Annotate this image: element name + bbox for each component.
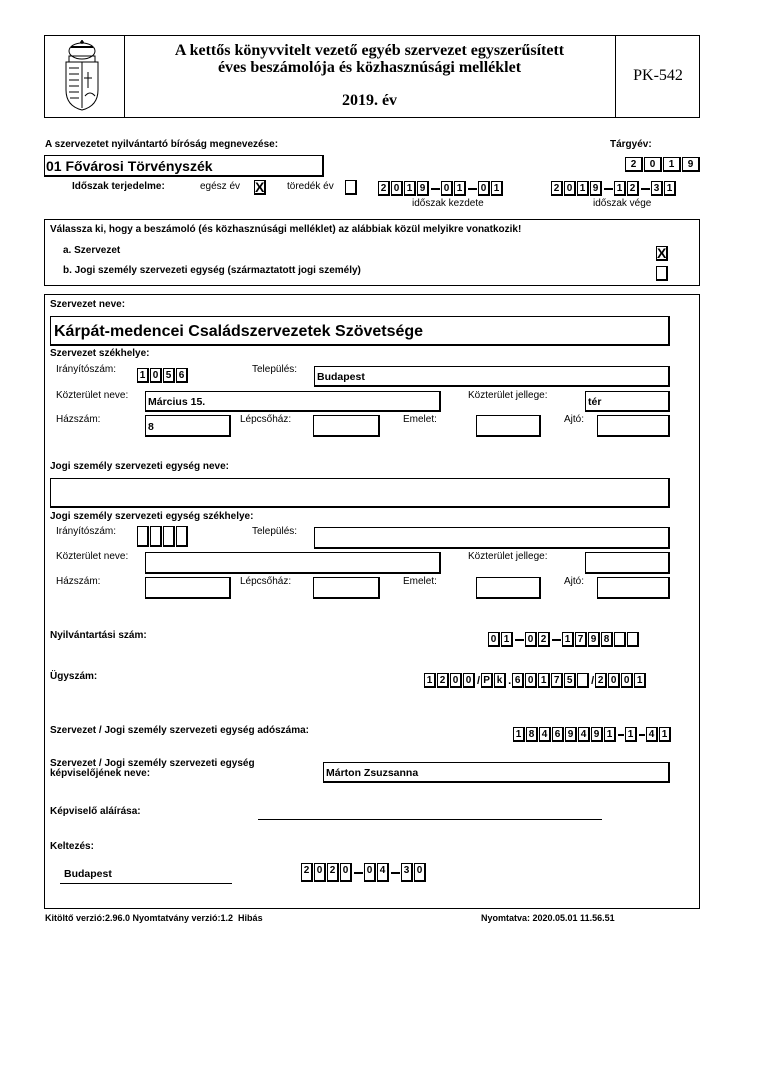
footer-version: Kitöltő verzió:2.96.0 Nyomtatvány verzió:1.2 Hibás xyxy=(45,913,263,923)
registry-digit xyxy=(627,632,639,647)
date-separator xyxy=(354,872,363,874)
date-digit: 9 xyxy=(590,181,602,196)
date-digit: 0 xyxy=(441,181,453,196)
org-street-value: Március 15. xyxy=(148,396,206,408)
org-door-field[interactable] xyxy=(597,415,670,437)
date-separator xyxy=(431,188,440,190)
option-b-label: b. Jogi személy szervezeti egység (származtatott jogi személy) xyxy=(63,265,361,276)
signature-line[interactable] xyxy=(258,819,602,820)
date-digit: 4 xyxy=(377,863,389,882)
case-char: 6 xyxy=(512,673,524,688)
court-label: A szervezetet nyilvántartó bíróság megnevezése: xyxy=(45,139,279,150)
registry-digit: 2 xyxy=(538,632,550,647)
org-seat-label: Szervezet székhelye: xyxy=(50,348,150,359)
rep-name-value: Márton Zsuzsanna xyxy=(326,767,419,779)
case-char: P xyxy=(481,673,493,688)
targyev-digit: 0 xyxy=(644,157,662,172)
unit-city-label: Település: xyxy=(252,526,298,537)
zip-digit: 1 xyxy=(137,368,149,383)
org-floor-label: Emelet: xyxy=(403,414,437,425)
unit-street-type-label: Közterület jellege: xyxy=(468,551,548,562)
unit-street-type-field[interactable] xyxy=(585,552,670,574)
tax-digit: 4 xyxy=(539,727,551,742)
registry-digit: 9 xyxy=(588,632,600,647)
date-digit: 0 xyxy=(340,863,352,882)
partial-year-label: töredék év xyxy=(287,181,334,192)
case-char: 1 xyxy=(538,673,550,688)
date-digit: 1 xyxy=(577,181,589,196)
tax-label: Szervezet / Jogi személy szervezeti egység adószáma: xyxy=(50,725,310,736)
choice-question: Válassza ki, hogy a beszámoló (és közhasznúsági melléklet) az alábbiak közül melyikre vonatkozik! xyxy=(50,224,522,235)
case-label: Ügyszám: xyxy=(50,671,98,682)
org-street-type-value: tér xyxy=(588,396,602,408)
unit-stair-field[interactable] xyxy=(313,577,380,599)
tax-digit: 1 xyxy=(604,727,616,742)
zip-digit xyxy=(163,526,175,547)
date-digit: 2 xyxy=(378,181,390,196)
dated-label: Keltezés: xyxy=(50,841,94,852)
date-digit: 1 xyxy=(454,181,466,196)
date-digit: 1 xyxy=(614,181,626,196)
case-char: k xyxy=(494,673,506,688)
org-stair-label: Lépcsőház: xyxy=(240,414,292,425)
date-digit: 0 xyxy=(364,863,376,882)
org-house-label: Házszám: xyxy=(56,414,101,425)
unit-floor-field[interactable] xyxy=(476,577,541,599)
footer-printed: Nyomtatva: 2020.05.01 11.56.51 xyxy=(481,913,615,923)
targyev-digit: 2 xyxy=(625,157,643,172)
dated-place-line[interactable] xyxy=(60,883,232,884)
whole-year-label: egész év xyxy=(200,181,241,192)
case-char: 2 xyxy=(595,673,607,688)
unit-door-field[interactable] xyxy=(597,577,670,599)
option-a-label: a. Szervezet xyxy=(63,245,121,256)
targyev-digit: 1 xyxy=(663,157,681,172)
org-floor-field[interactable] xyxy=(476,415,541,437)
zip-digit: 0 xyxy=(150,368,162,383)
registry-label: Nyilvántartási szám: xyxy=(50,630,147,641)
unit-street-label: Közterület neve: xyxy=(56,551,129,562)
case-char: 2 xyxy=(437,673,449,688)
dated-date-cells[interactable] xyxy=(301,864,427,881)
unit-door-label: Ajtó: xyxy=(564,576,585,587)
registry-separator xyxy=(552,639,561,641)
registry-digit: 1 xyxy=(562,632,574,647)
unit-street-field[interactable] xyxy=(145,552,441,574)
date-digit: 1 xyxy=(664,181,676,196)
registry-digit: 0 xyxy=(525,632,537,647)
period-end-cells[interactable] xyxy=(551,180,677,197)
tax-digit: 1 xyxy=(659,727,671,742)
unit-stair-label: Lépcsőház: xyxy=(240,576,292,587)
unit-house-label: Házszám: xyxy=(56,576,101,587)
date-separator xyxy=(391,872,400,874)
date-digit: 0 xyxy=(314,863,326,882)
rep-label-line1: Szervezet / Jogi személy szervezeti egység xyxy=(50,758,255,769)
org-city-value: Budapest xyxy=(317,371,365,383)
date-digit: 0 xyxy=(391,181,403,196)
option-b-checkbox[interactable] xyxy=(656,266,668,281)
unit-floor-label: Emelet: xyxy=(403,576,437,587)
registry-digit: 8 xyxy=(601,632,613,647)
unit-city-field[interactable] xyxy=(314,527,670,549)
registry-cells[interactable] xyxy=(488,631,640,648)
case-char: 1 xyxy=(424,673,436,688)
date-digit: 2 xyxy=(327,863,339,882)
case-char: 0 xyxy=(608,673,620,688)
form-year: 2019. év xyxy=(341,92,398,109)
case-char xyxy=(577,673,589,688)
registry-digit xyxy=(614,632,626,647)
org-zip-cells[interactable] xyxy=(137,367,189,384)
zip-digit xyxy=(150,526,162,547)
date-digit: 0 xyxy=(414,863,426,882)
date-separator xyxy=(468,188,477,190)
tax-digit: 9 xyxy=(565,727,577,742)
form-title-line1: A kettős könyvvitelt vezető egyéb szervezet egyszerűsített xyxy=(174,42,565,59)
tax-digit: 4 xyxy=(646,727,658,742)
case-cells[interactable] xyxy=(424,672,647,689)
unit-name-field[interactable] xyxy=(50,478,670,508)
org-name-value: Kárpát-medencei Családszervezetek Szövetsége xyxy=(54,323,424,340)
period-label: Időszak terjedelme: xyxy=(72,181,165,192)
period-start-caption: időszak kezdete xyxy=(412,198,484,209)
option-a-checkbox[interactable]: X xyxy=(657,245,667,261)
period-start-cells[interactable] xyxy=(378,180,504,197)
date-digit: 0 xyxy=(478,181,490,196)
targyev-label: Tárgyév: xyxy=(610,139,652,150)
dated-place: Budapest xyxy=(64,868,112,880)
tax-separator xyxy=(639,734,645,736)
date-digit: 9 xyxy=(417,181,429,196)
date-digit: 0 xyxy=(564,181,576,196)
unit-seat-label: Jogi személy szervezeti egység székhelye: xyxy=(50,511,254,522)
date-digit: 3 xyxy=(401,863,413,882)
case-slash: / xyxy=(591,674,595,687)
org-name-label: Szervezet neve: xyxy=(50,299,126,310)
org-zip-label: Irányítószám: xyxy=(56,364,117,375)
case-char: 0 xyxy=(450,673,462,688)
case-char: 7 xyxy=(551,673,563,688)
date-separator xyxy=(641,188,650,190)
targyev-digit: 9 xyxy=(682,157,700,172)
registry-separator xyxy=(515,639,524,641)
org-house-field[interactable] xyxy=(145,415,231,437)
org-street-type-label: Közterület jellege: xyxy=(468,390,548,401)
partial-year-checkbox[interactable] xyxy=(345,180,357,195)
org-door-label: Ajtó: xyxy=(564,414,585,425)
tax-digit: 1 xyxy=(513,727,525,742)
zip-digit xyxy=(176,526,188,547)
org-house-value: 8 xyxy=(148,421,154,433)
registry-digit: 0 xyxy=(488,632,500,647)
tax-digit: 9 xyxy=(591,727,603,742)
tax-digit: 4 xyxy=(578,727,590,742)
org-city-label: Település: xyxy=(252,364,298,375)
unit-zip-cells[interactable] xyxy=(137,528,189,545)
unit-zip-label: Irányítószám: xyxy=(56,526,117,537)
case-char: 0 xyxy=(525,673,537,688)
org-stair-field[interactable] xyxy=(313,415,380,437)
form-code: PK-542 xyxy=(633,67,683,84)
zip-digit: 5 xyxy=(163,368,175,383)
case-slash: / xyxy=(477,674,481,687)
period-end-caption: időszak vége xyxy=(593,198,652,209)
case-dot: . xyxy=(508,674,512,687)
date-digit: 3 xyxy=(651,181,663,196)
tax-digit: 8 xyxy=(526,727,538,742)
tax-separator xyxy=(618,734,624,736)
court-value: 01 Fővárosi Törvényszék xyxy=(46,158,213,174)
unit-name-label: Jogi személy szervezeti egység neve: xyxy=(50,461,229,472)
form-title-line2: éves beszámolója és közhasznúsági melléklet xyxy=(217,59,522,76)
whole-year-checkbox[interactable]: X xyxy=(255,179,265,195)
coat-of-arms-icon xyxy=(60,38,104,114)
targyev-cells[interactable] xyxy=(625,156,701,173)
date-digit: 1 xyxy=(404,181,416,196)
unit-house-field[interactable] xyxy=(145,577,231,599)
date-digit: 2 xyxy=(551,181,563,196)
date-digit: 2 xyxy=(301,863,313,882)
case-char: 1 xyxy=(634,673,646,688)
org-street-label: Közterület neve: xyxy=(56,390,129,401)
case-char: 0 xyxy=(463,673,475,688)
tax-digit: 1 xyxy=(625,727,637,742)
case-char: 5 xyxy=(564,673,576,688)
zip-digit xyxy=(137,526,149,547)
tax-digit: 6 xyxy=(552,727,564,742)
rep-label-line2: képviselőjének neve: xyxy=(50,768,151,779)
signature-label: Képviselő aláírása: xyxy=(50,806,141,817)
registry-digit: 1 xyxy=(501,632,513,647)
zip-digit: 6 xyxy=(176,368,188,383)
date-separator xyxy=(604,188,613,190)
org-city-field[interactable] xyxy=(314,366,670,387)
date-digit: 1 xyxy=(491,181,503,196)
case-char: 0 xyxy=(621,673,633,688)
registry-digit: 7 xyxy=(575,632,587,647)
tax-cells[interactable] xyxy=(513,726,672,743)
date-digit: 2 xyxy=(627,181,639,196)
